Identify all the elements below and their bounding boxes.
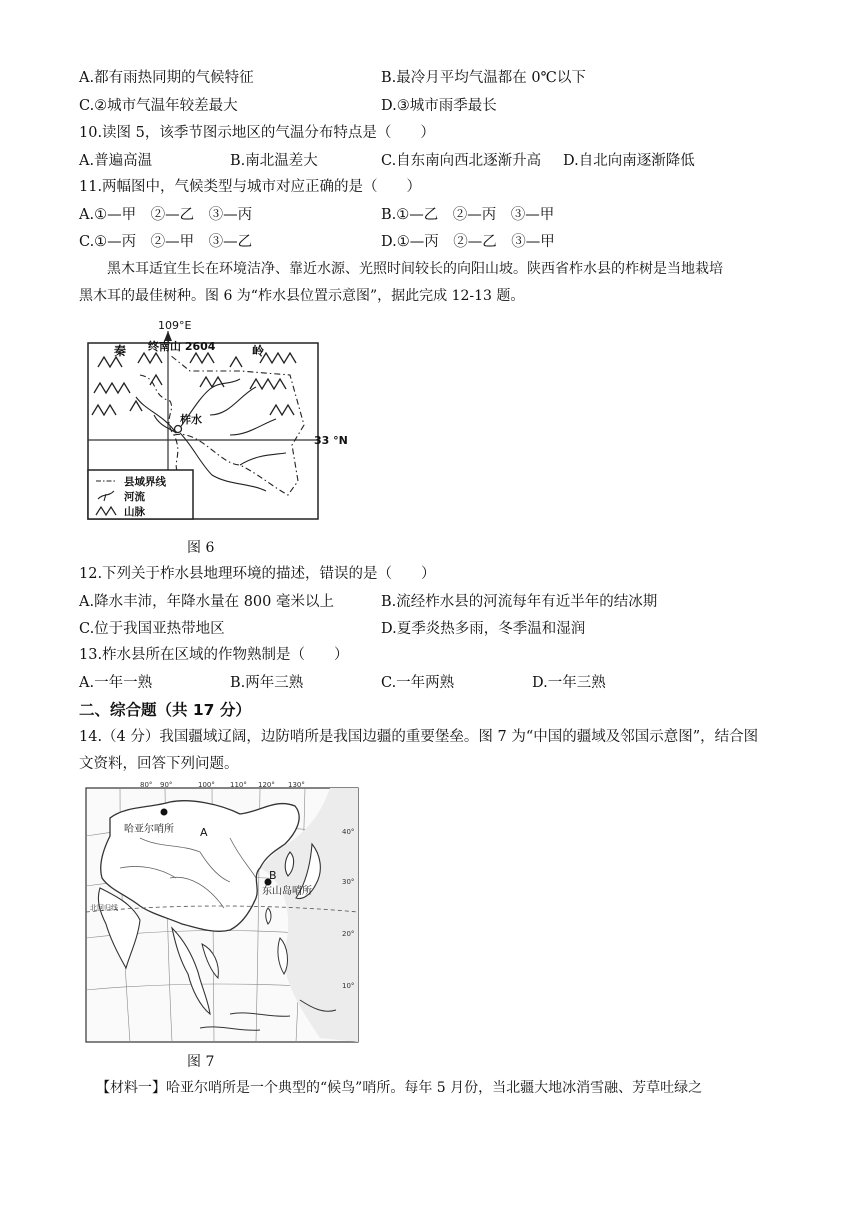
legend-river: 河流 (124, 491, 145, 503)
figure-7-caption: 图 7 (187, 1054, 215, 1070)
lat-tick-30: 30° (342, 878, 355, 886)
lat-tick-40: 40° (342, 828, 355, 836)
region-label-a: A (200, 826, 208, 839)
fig6-qin-label: 秦 (114, 344, 127, 358)
lon-tick-80: 80° (140, 781, 153, 789)
tropic-label: 北回归线 (90, 904, 118, 912)
legend-boundary: 县域界线 (124, 476, 166, 488)
figure-6-map (80, 315, 360, 525)
q11-option-d: D.①—丙 ②—乙 ③—甲 (381, 234, 555, 250)
q12-stem: 12.下列关于柞水县地理环境的描述，错误的是（ ） (79, 566, 436, 582)
q10-option-c: C.自东南向西北逐渐升高 (381, 153, 542, 169)
lat-tick-10: 10° (342, 982, 355, 990)
q11-option-a: A.①—甲 ②—乙 ③—丙 (79, 207, 253, 223)
passage-line-1: 黑木耳适宜生长在环境洁净、靠近水源、光照时间较长的向阳山坡。陕西省柞水县的柞树是当地栽培 (107, 261, 723, 277)
fig6-lon-label: 109°E (158, 319, 192, 332)
q12-option-d: D.夏季炎热多雨，冬季温和湿润 (381, 621, 586, 637)
q9-option-c: C.②城市气温年较差最大 (79, 98, 238, 114)
q10-option-a: A.普遍高温 (79, 153, 153, 169)
q13-option-b: B.两年三熟 (230, 675, 304, 691)
q13-option-a: A.一年一熟 (79, 675, 153, 691)
passage-line-2: 黑木耳的最佳树种。图 6 为“柞水县位置示意图”，据此完成 12-13 题。 (79, 288, 525, 304)
lon-tick-130: 130° (288, 781, 305, 789)
lon-tick-100: 100° (198, 781, 215, 789)
q9-option-d: D.③城市雨季最长 (381, 98, 497, 114)
q11-option-b: B.①—乙 ②—丙 ③—甲 (381, 207, 555, 223)
q9-option-a: A.都有雨热同期的气候特征 (79, 70, 254, 86)
q9-option-b: B.最冷月平均气温都在 0℃以下 (381, 70, 586, 86)
post-label-2: 东山岛哨所 (262, 886, 312, 897)
q10-option-b: B.南北温差大 (230, 153, 318, 169)
lon-tick-110: 110° (230, 781, 247, 789)
lon-tick-120: 120° (258, 781, 275, 789)
q13-stem: 13.柞水县所在区域的作物熟制是（ ） (79, 647, 349, 663)
q14-line-1: 14.（4 分）我国疆域辽阔，边防哨所是我国边疆的重要堡垒。图 7 为“中国的疆域及邻国示意图”，结合图 (79, 729, 759, 745)
q12-option-a: A.降水丰沛，年降水量在 800 毫米以上 (79, 594, 334, 610)
material-1-line-1: 【材料一】哈亚尔哨所是一个典型的“候鸟”哨所。每年 5 月份，当北疆大地冰消雪融、芳草吐绿之 (96, 1080, 703, 1096)
q11-stem: 11.两幅图中，气候类型与城市对应正确的是（ ） (79, 179, 422, 195)
q13-option-c: C.一年两熟 (381, 675, 455, 691)
lon-tick-90: 90° (160, 781, 173, 789)
q11-option-c: C.①—丙 ②—甲 ③—乙 (79, 234, 253, 250)
q10-stem: 10.读图 5，该季节图示地区的气温分布特点是（ ） (79, 125, 435, 141)
post-label-1: 哈亚尔哨所 (124, 824, 174, 835)
q12-option-b: B.流经柞水县的河流每年有近半年的结冰期 (381, 594, 658, 610)
legend-mountain: 山脉 (124, 506, 145, 518)
q10-option-d: D.自北向南逐渐降低 (563, 153, 695, 169)
q12-option-c: C.位于我国亚热带地区 (79, 621, 225, 637)
lat-tick-20: 20° (342, 930, 355, 938)
figure-6-caption: 图 6 (187, 540, 215, 556)
fig6-peak-label: 终南山 2604 (148, 340, 216, 353)
section-2-title: 二、综合题（共 17 分） (79, 701, 251, 719)
fig6-ling-label: 岭 (252, 344, 265, 358)
q14-line-2: 文资料，回答下列问题。 (79, 756, 239, 772)
figure-7-map (80, 778, 365, 1046)
fig6-lat-label: 33 °N (314, 434, 348, 447)
q13-option-d: D.一年三熟 (532, 675, 606, 691)
region-label-b: B (269, 869, 277, 882)
fig6-town-label: 柞水 (180, 413, 202, 426)
